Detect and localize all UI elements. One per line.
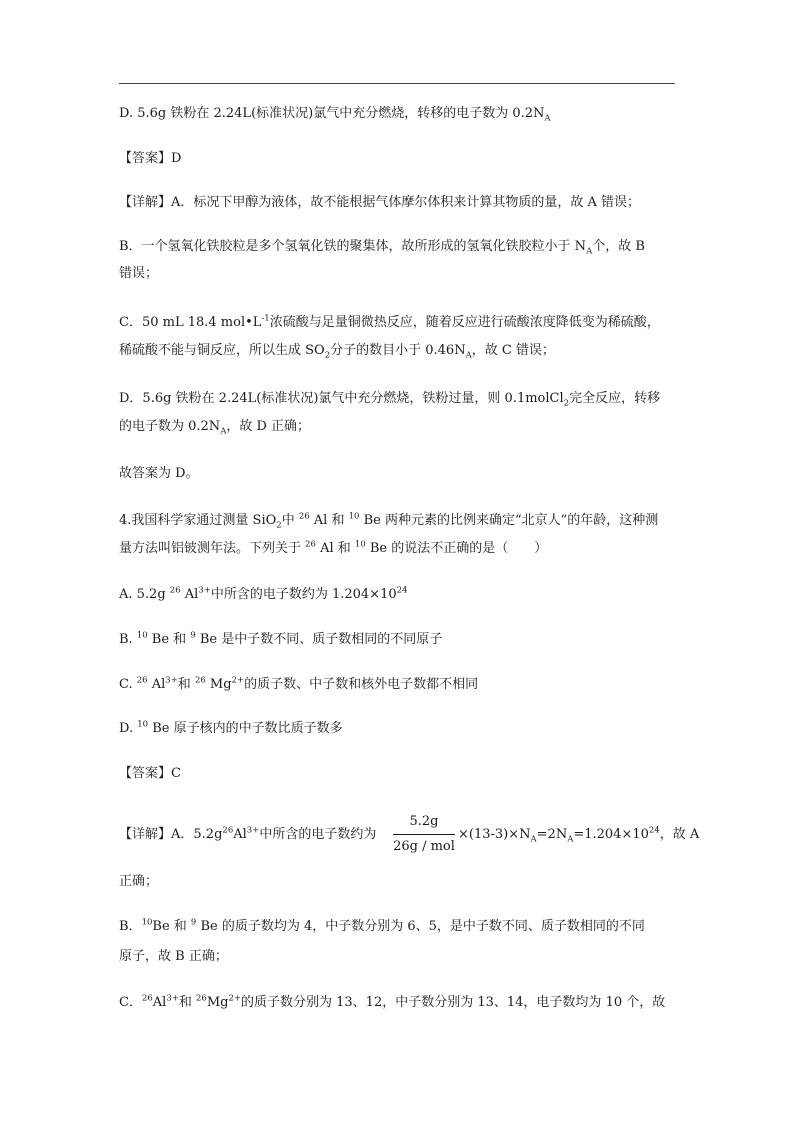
answer-label: 【答案】: [119, 151, 172, 166]
q4-detail-a-line1-left: 【详解】A．$5.2g^{26}Al^{3+}$中所含的电子数约为: [119, 825, 377, 842]
fraction-numerator: 5.2g: [409, 814, 439, 829]
q3-conclusion: 故答案为 D。: [119, 466, 199, 481]
q4-option-d: D. $^{10}$ Be 原子核内的中子数比质子数多: [119, 719, 343, 736]
q3-detail-c-line1: C．50 mL 18.4 $mol•L^{-1}$浓硫酸与足量铜微热反应，随着反应进行硫酸浓度降低变为稀硫酸，: [119, 313, 660, 330]
q4-stem-line1: 4.我国科学家通过测量 SiO$_2$中 $^{26}$ Al 和 $^{10}$ Be 两种元素的比例来确定“北京人”的年龄，这种测: [119, 511, 659, 531]
q3-detail-d-line1: D．5.6g 铁粉在 2.24L(标准状况)氯气中充分燃烧，铁粉过量，则 0.1molCl$_2$完全反应，转移: [119, 391, 661, 409]
q4-option-b: B. $^{10}$ Be 和 $^9$ Be 是中子数不同、质子数相同的不同原子: [119, 630, 443, 647]
q4-answer: 【答案】C: [119, 766, 181, 781]
q4-option-a: A. 5.2g $^{26}$ $Al^{3+}$中所含的电子数约为 $1.204\times 10^{24}$: [119, 585, 408, 602]
fraction-bar: [393, 834, 455, 835]
q4-stem-line2: 量方法叫铝铍测年法。下列关于 $^{26}$ Al 和 $^{10}$ Be 的说法不正确的是（ ）: [119, 539, 548, 556]
fraction-denominator: 26g / mol: [393, 839, 455, 854]
detail-label: 【详解】: [119, 195, 172, 210]
q3-detail-c-line2: 稀硫酸不能与铜反应，所以生成 $SO_2$分子的数目小于 $0.46N_A$，故 C 错误；: [119, 343, 555, 361]
header-rule: [119, 83, 675, 84]
q3-detail-b-line2: 错误；: [119, 266, 159, 281]
detail-label: 【详解】: [119, 827, 172, 842]
q3-detail-a: 【详解】A．标况下甲醇为液体，故不能根据气体摩尔体积来计算其物质的量，故 A 错误；: [119, 195, 641, 210]
q3-answer: 【答案】D: [119, 151, 182, 166]
q3-option-d: D. 5.6g 铁粉在 2.24L(标准状况)氯气中充分燃烧，转移的电子数为 $0.2N_A$: [119, 106, 551, 124]
mass-over-molar-mass-fraction: [393, 812, 455, 857]
q4-option-c: C. $^{26}$ $Al^{3+}$和 $^{26}$ $Mg^{2+}$的质子数、中子数和核外电子数都不相同: [119, 675, 479, 692]
q4-detail-c-line1: C．$^{26}Al^{3+}$和 $^{26}Mg^{2+}$的质子数分别为 13、12，中子数分别为 13、14，电子数均为 10 个，故: [119, 993, 666, 1010]
q4-detail-a-line2: 正确；: [119, 874, 159, 889]
q4-detail-b-line2: 原子，故 B 正确；: [119, 949, 228, 964]
answer-label: 【答案】: [119, 766, 172, 781]
q3-detail-d-line2: 的电子数为 $0.2N_A$，故 D 正确；: [119, 419, 311, 437]
q4-detail-a-line1-right: $\times(13-3)\times N_A=2N_A=1.204\times 10^{24}$，故 A: [458, 825, 700, 845]
q4-detail-b-line1: B．$^{10}$Be 和 $^9$ Be 的质子数均为 4，中子数分别为 6、5，是中子数不同、质子数相同的不同: [119, 917, 645, 934]
q3-detail-b-line1: B．一个氢氧化铁胶粒是多个氢氧化铁的聚集体，故所形成的氢氧化铁胶粒小于 $N_A$个，故 B: [119, 239, 645, 257]
